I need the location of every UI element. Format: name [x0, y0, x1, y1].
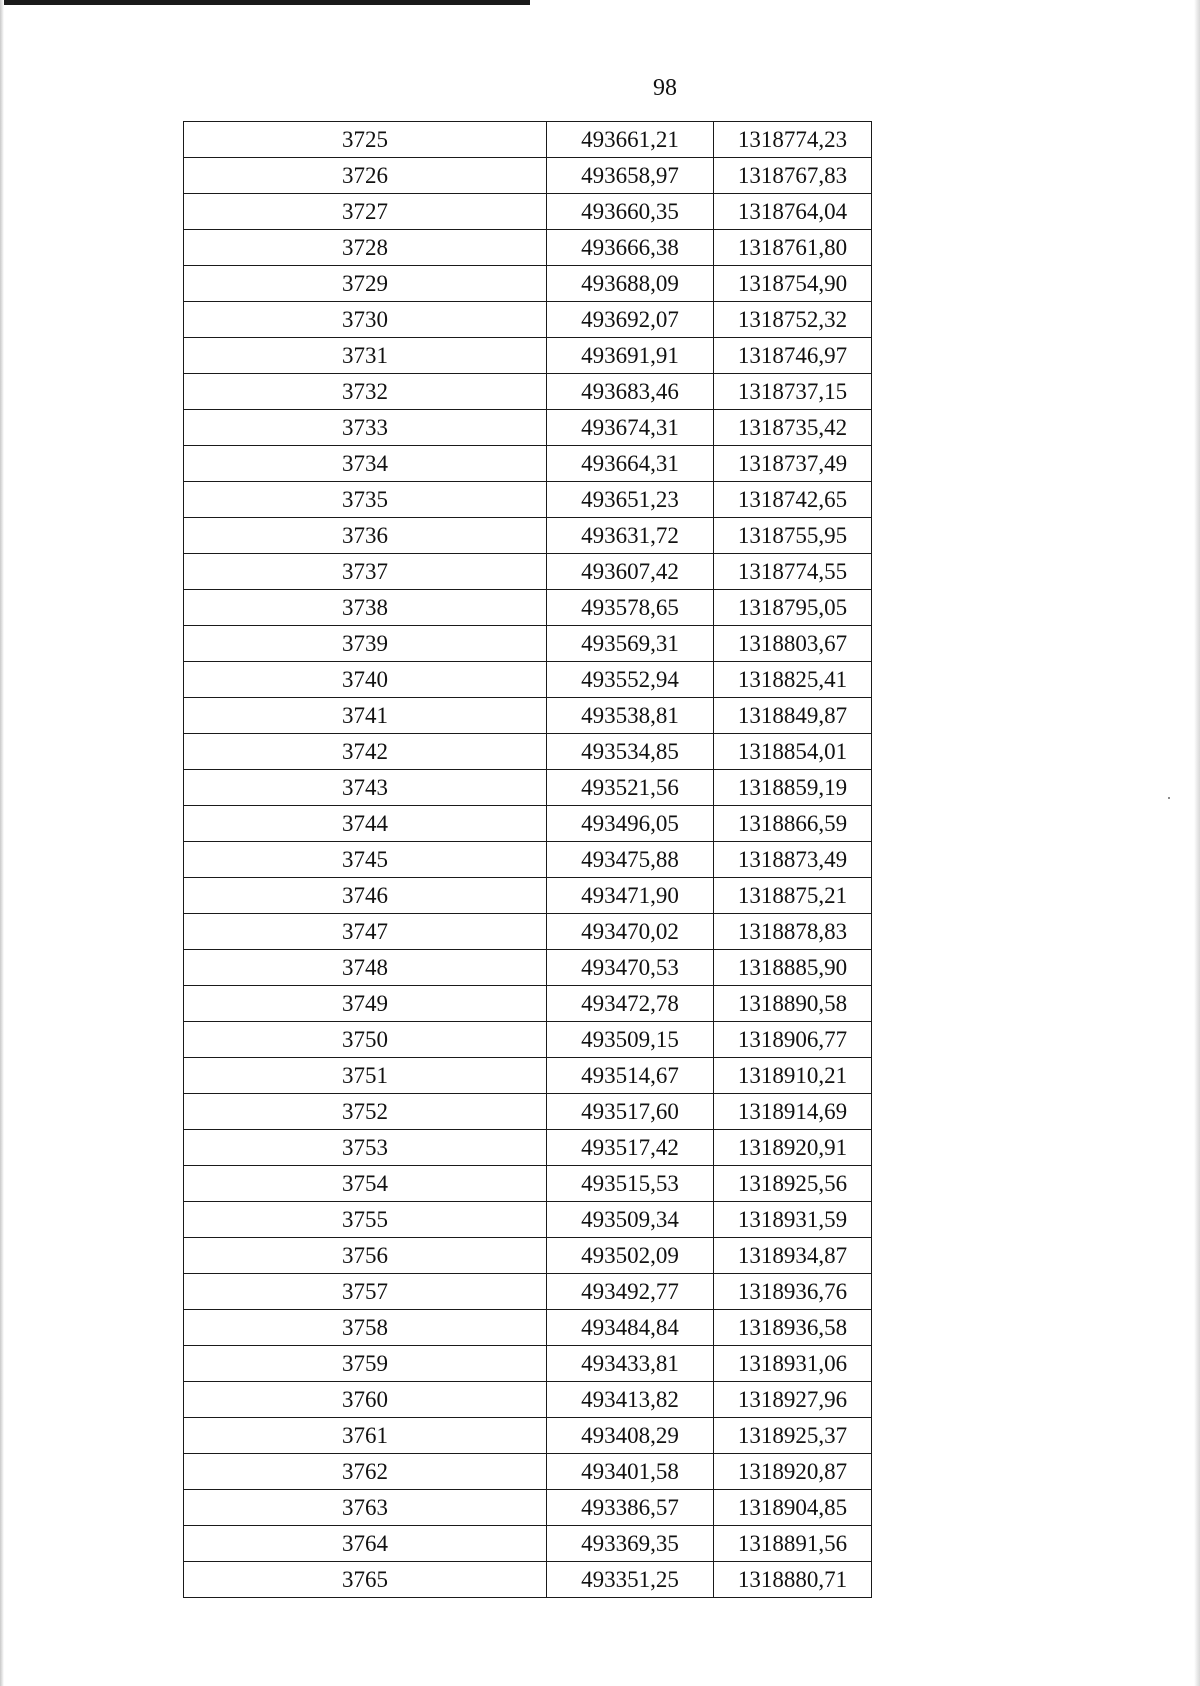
- y-coordinate-cell: 1318925,56: [714, 1166, 872, 1202]
- y-coordinate-cell: 1318925,37: [714, 1418, 872, 1454]
- table-row: [184, 1454, 872, 1490]
- x-coordinate-cell: 493369,35: [547, 1526, 714, 1562]
- y-coordinate-cell: 1318866,59: [714, 806, 872, 842]
- point-number-cell: 3759: [184, 1346, 547, 1382]
- x-coordinate-cell: 493386,57: [547, 1490, 714, 1526]
- table-row: [184, 986, 872, 1022]
- table-row: [184, 1382, 872, 1418]
- y-coordinate-cell: 1318931,59: [714, 1202, 872, 1238]
- x-coordinate-cell: 493492,77: [547, 1274, 714, 1310]
- table-row: [184, 194, 872, 230]
- y-coordinate-cell: 1318803,67: [714, 626, 872, 662]
- x-coordinate-cell: 493509,34: [547, 1202, 714, 1238]
- coordinates-table-body: [184, 122, 872, 1598]
- table-row: [184, 1562, 872, 1598]
- x-coordinate-cell: 493534,85: [547, 734, 714, 770]
- right-scan-edge: [1194, 0, 1200, 1686]
- point-number-cell: 3728: [184, 230, 547, 266]
- point-number-cell: 3725: [184, 122, 547, 158]
- x-coordinate-cell: 493470,02: [547, 914, 714, 950]
- x-coordinate-cell: 493517,42: [547, 1130, 714, 1166]
- point-number-cell: 3732: [184, 374, 547, 410]
- x-coordinate-cell: 493515,53: [547, 1166, 714, 1202]
- x-coordinate-cell: 493496,05: [547, 806, 714, 842]
- x-coordinate-cell: 493691,91: [547, 338, 714, 374]
- point-number-cell: 3754: [184, 1166, 547, 1202]
- point-number-cell: 3757: [184, 1274, 547, 1310]
- x-coordinate-cell: 493472,78: [547, 986, 714, 1022]
- x-coordinate-cell: 493683,46: [547, 374, 714, 410]
- table-row: [184, 698, 872, 734]
- x-coordinate-cell: 493517,60: [547, 1094, 714, 1130]
- y-coordinate-cell: 1318767,83: [714, 158, 872, 194]
- x-coordinate-cell: 493509,15: [547, 1022, 714, 1058]
- y-coordinate-cell: 1318774,23: [714, 122, 872, 158]
- table-row: [184, 1418, 872, 1454]
- table-row: [184, 374, 872, 410]
- table-row: [184, 1058, 872, 1094]
- x-coordinate-cell: 493661,21: [547, 122, 714, 158]
- x-coordinate-cell: 493578,65: [547, 590, 714, 626]
- x-coordinate-cell: 493666,38: [547, 230, 714, 266]
- x-coordinate-cell: 493660,35: [547, 194, 714, 230]
- table-row: [184, 806, 872, 842]
- point-number-cell: 3740: [184, 662, 547, 698]
- table-row: [184, 626, 872, 662]
- x-coordinate-cell: 493433,81: [547, 1346, 714, 1382]
- y-coordinate-cell: 1318859,19: [714, 770, 872, 806]
- table-row: [184, 590, 872, 626]
- y-coordinate-cell: 1318761,80: [714, 230, 872, 266]
- y-coordinate-cell: 1318774,55: [714, 554, 872, 590]
- point-number-cell: 3753: [184, 1130, 547, 1166]
- coordinates-table: [183, 121, 872, 1598]
- table-row: [184, 842, 872, 878]
- point-number-cell: 3731: [184, 338, 547, 374]
- point-number-cell: 3738: [184, 590, 547, 626]
- y-coordinate-cell: 1318931,06: [714, 1346, 872, 1382]
- x-coordinate-cell: 493408,29: [547, 1418, 714, 1454]
- table-row: [184, 878, 872, 914]
- y-coordinate-cell: 1318914,69: [714, 1094, 872, 1130]
- point-number-cell: 3765: [184, 1562, 547, 1598]
- x-coordinate-cell: 493521,56: [547, 770, 714, 806]
- point-number-cell: 3749: [184, 986, 547, 1022]
- y-coordinate-cell: 1318854,01: [714, 734, 872, 770]
- table-row: [184, 1202, 872, 1238]
- table-row: [184, 1166, 872, 1202]
- table-row: [184, 1022, 872, 1058]
- table-row: [184, 734, 872, 770]
- x-coordinate-cell: 493674,31: [547, 410, 714, 446]
- y-coordinate-cell: 1318885,90: [714, 950, 872, 986]
- x-coordinate-cell: 493413,82: [547, 1382, 714, 1418]
- y-coordinate-cell: 1318752,32: [714, 302, 872, 338]
- x-coordinate-cell: 493538,81: [547, 698, 714, 734]
- point-number-cell: 3761: [184, 1418, 547, 1454]
- point-number-cell: 3760: [184, 1382, 547, 1418]
- point-number-cell: 3746: [184, 878, 547, 914]
- x-coordinate-cell: 493514,67: [547, 1058, 714, 1094]
- point-number-cell: 3751: [184, 1058, 547, 1094]
- point-number-cell: 3763: [184, 1490, 547, 1526]
- table-row: [184, 518, 872, 554]
- y-coordinate-cell: 1318795,05: [714, 590, 872, 626]
- table-row: [184, 662, 872, 698]
- point-number-cell: 3755: [184, 1202, 547, 1238]
- y-coordinate-cell: 1318875,21: [714, 878, 872, 914]
- point-number-cell: 3743: [184, 770, 547, 806]
- x-coordinate-cell: 493475,88: [547, 842, 714, 878]
- point-number-cell: 3729: [184, 266, 547, 302]
- y-coordinate-cell: 1318737,15: [714, 374, 872, 410]
- x-coordinate-cell: 493631,72: [547, 518, 714, 554]
- y-coordinate-cell: 1318920,87: [714, 1454, 872, 1490]
- table-row: [184, 554, 872, 590]
- y-coordinate-cell: 1318873,49: [714, 842, 872, 878]
- table-row: [184, 122, 872, 158]
- x-coordinate-cell: 493607,42: [547, 554, 714, 590]
- table-row: [184, 950, 872, 986]
- y-coordinate-cell: 1318764,04: [714, 194, 872, 230]
- table-row: [184, 1130, 872, 1166]
- top-scan-rule: [0, 0, 530, 5]
- table-row: [184, 1526, 872, 1562]
- table-row: [184, 446, 872, 482]
- point-number-cell: 3741: [184, 698, 547, 734]
- point-number-cell: 3739: [184, 626, 547, 662]
- point-number-cell: 3745: [184, 842, 547, 878]
- table-row: [184, 158, 872, 194]
- y-coordinate-cell: 1318890,58: [714, 986, 872, 1022]
- y-coordinate-cell: 1318906,77: [714, 1022, 872, 1058]
- point-number-cell: 3735: [184, 482, 547, 518]
- x-coordinate-cell: 493692,07: [547, 302, 714, 338]
- x-coordinate-cell: 493658,97: [547, 158, 714, 194]
- y-coordinate-cell: 1318904,85: [714, 1490, 872, 1526]
- point-number-cell: 3762: [184, 1454, 547, 1490]
- y-coordinate-cell: 1318920,91: [714, 1130, 872, 1166]
- x-coordinate-cell: 493470,53: [547, 950, 714, 986]
- table-row: [184, 770, 872, 806]
- point-number-cell: 3747: [184, 914, 547, 950]
- y-coordinate-cell: 1318880,71: [714, 1562, 872, 1598]
- x-coordinate-cell: 493688,09: [547, 266, 714, 302]
- point-number-cell: 3744: [184, 806, 547, 842]
- left-scan-edge: [0, 0, 4, 1686]
- table-row: [184, 1490, 872, 1526]
- x-coordinate-cell: 493502,09: [547, 1238, 714, 1274]
- x-coordinate-cell: 493664,31: [547, 446, 714, 482]
- point-number-cell: 3752: [184, 1094, 547, 1130]
- x-coordinate-cell: 493569,31: [547, 626, 714, 662]
- x-coordinate-cell: 493351,25: [547, 1562, 714, 1598]
- point-number-cell: 3737: [184, 554, 547, 590]
- x-coordinate-cell: 493552,94: [547, 662, 714, 698]
- point-number-cell: 3756: [184, 1238, 547, 1274]
- point-number-cell: 3730: [184, 302, 547, 338]
- table-row: [184, 1094, 872, 1130]
- x-coordinate-cell: 493484,84: [547, 1310, 714, 1346]
- y-coordinate-cell: 1318849,87: [714, 698, 872, 734]
- y-coordinate-cell: 1318936,76: [714, 1274, 872, 1310]
- table-row: [184, 1346, 872, 1382]
- y-coordinate-cell: 1318878,83: [714, 914, 872, 950]
- y-coordinate-cell: 1318746,97: [714, 338, 872, 374]
- point-number-cell: 3750: [184, 1022, 547, 1058]
- table-row: [184, 1310, 872, 1346]
- y-coordinate-cell: 1318825,41: [714, 662, 872, 698]
- point-number-cell: 3734: [184, 446, 547, 482]
- y-coordinate-cell: 1318891,56: [714, 1526, 872, 1562]
- page-number: 98: [653, 75, 677, 101]
- x-coordinate-cell: 493401,58: [547, 1454, 714, 1490]
- x-coordinate-cell: 493471,90: [547, 878, 714, 914]
- y-coordinate-cell: 1318910,21: [714, 1058, 872, 1094]
- table-row: [184, 1238, 872, 1274]
- table-row: [184, 410, 872, 446]
- scan-speck: [1168, 797, 1170, 799]
- y-coordinate-cell: 1318755,95: [714, 518, 872, 554]
- table-row: [184, 914, 872, 950]
- point-number-cell: 3748: [184, 950, 547, 986]
- point-number-cell: 3733: [184, 410, 547, 446]
- y-coordinate-cell: 1318927,96: [714, 1382, 872, 1418]
- y-coordinate-cell: 1318742,65: [714, 482, 872, 518]
- x-coordinate-cell: 493651,23: [547, 482, 714, 518]
- point-number-cell: 3742: [184, 734, 547, 770]
- y-coordinate-cell: 1318754,90: [714, 266, 872, 302]
- point-number-cell: 3758: [184, 1310, 547, 1346]
- y-coordinate-cell: 1318934,87: [714, 1238, 872, 1274]
- table-row: [184, 338, 872, 374]
- point-number-cell: 3727: [184, 194, 547, 230]
- point-number-cell: 3764: [184, 1526, 547, 1562]
- table-row: [184, 302, 872, 338]
- table-row: [184, 266, 872, 302]
- y-coordinate-cell: 1318735,42: [714, 410, 872, 446]
- point-number-cell: 3736: [184, 518, 547, 554]
- table-row: [184, 1274, 872, 1310]
- table-row: [184, 230, 872, 266]
- point-number-cell: 3726: [184, 158, 547, 194]
- table-row: [184, 482, 872, 518]
- y-coordinate-cell: 1318737,49: [714, 446, 872, 482]
- y-coordinate-cell: 1318936,58: [714, 1310, 872, 1346]
